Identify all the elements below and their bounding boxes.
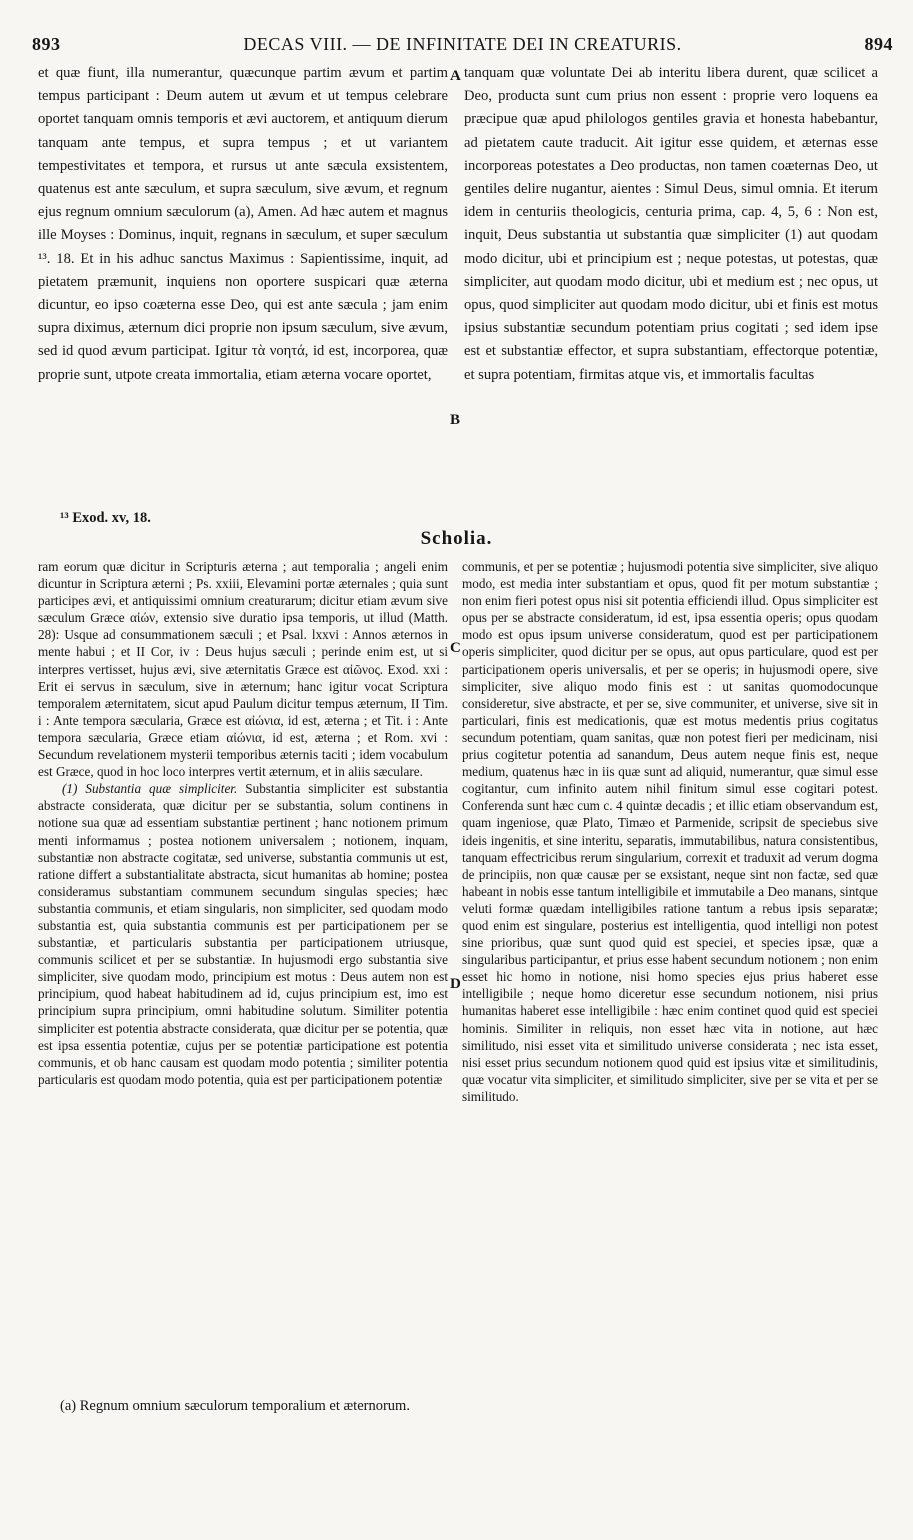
main-text-right-column [464,62,878,387]
scholia-left-paragraph-2-text: Substantia simpliciter est substantia abstracte considerata, quæ dicitur per se substantia, solum continens in notione sua quæ ad essentiam substantiæ pertinent ; hanc notionem primum menti informamus ; postea notionem universalem ; notionem, inquam, substantiæ non abstracte cogitatæ, sed universe, substantia communis ut est, ratione differt a substantialitate abstracta, sicut humanitas ab homine; postea consideramus substantiam communem secundum singulas species; hæc substantia communis, et etiam singularis, non simpliciter, sed quodam modo substantia est, quia substantia communis est per participationem per se substantiæ, et particularis substantia per participationem utriusque, communis scilicet et per se substantiæ. In hujusmodi ergo substantia sive simpliciter, sive quodam modo, principium est motus : Deus autem non est principium, quod habeat habitudinem ad id, cujus principium est, imo est principium supra principium, omni habitudine solutum. Similiter potentia simpliciter est potentia abstracte considerata, quæ dicitur per se potentia, quæ est ipsa essentia potentiæ, cujus per se potentiæ participatione est potentia communis, et ob hanc causam est quodam modo potentia ; similiter potentia particularis est quodam modo potentia, quia est per participationem potentiæ [38,781,449,1087]
main-text-right: tanquam quæ voluntate Dei ab interitu libera durent, quæ scilicet a Deo, producta sunt cum prius non essent : proprie vero loquens ea præcipue quæ apud philologos gentiles gravia et honesta habebantur, ad pietatem caute traducit. Ait igitur esse quidem, et æternas esse incorporeas potestates a Deo productas, non tamen coæternas Deo, ut gentiles delire nugantur, aientes : Simul Deus, simul omnia. Et iterum idem in centuriis theologicis, centuria prima, cap. 4, 5, 6 : Non est, inquit, Deus substantia ut substantia quæ simpliciter (1) aut quodam modo dicitur, ubi et principium est ; neque potestas, ut potestas, quæ simpliciter, aut quodam modo dicitur, ubi et medium est ; nec opus, ut opus, quod simpliciter aut quodam modo dicitur, ubi et finis est motus ipsius substantiæ secundum potentiam prius cogitati ; sed idem ipse est et substantiæ effector, et supra substantiam, effectorque potentiæ, et supra potentiam, firmitas atque vis, et immortalis facultas [464,65,878,383]
scholia-lemma: (1) Substantia quæ simpliciter. [62,781,238,797]
scholia-title: Scholia. [420,528,493,549]
running-header [32,34,893,56]
page-number-left: 893 [32,34,61,54]
scholia-right-paragraph: communis, et per se potentiæ ; hujusmodi potentia sive simpliciter, sive aliquo modo, est media inter substantiam et opus, quod fit per motum substantiæ ; non enim fieri potest opus nisi sit potentia efficiendi illud. Opus simpliciter est opus per se abstracte consideratum, id est, ipsa essentia operis; opus quodam modo est opus ipsum universe consideratum, quod est per participationem operis simpliciter, quod dicitur per se opus, aut opus particulare, quod est per participationem operis universalis, et per se operis; in hujusmodi opere, sive simpliciter, sive aliquo modo finis est : ut sanitas quomodocunque consideretur, sive abstracte, et per se, sive communiter, et universe, sive sit in particulari, finis est medicationis, quæ est motus medentis prius cogitatus secundum potentiam, quam sanitas, quæ non potest fieri per medicinam, nisi prius cogitetur potentia ad sanandum, Deus autem neque finis est, neque medium, quatenus hæc in iis quæ sunt ad aliquid, numerantur, quæ simul esse cogitantur, cum infinito autem nihil finitum simul esse cogitari potest. Conferenda sunt hæc cum c. 4 quintæ decadis ; et illic etiam observandum est, quam ingeniose, quæ Plato, Timæo et Parmenide, scripsit de speciebus sive ideis ingenitis, et sine interitu, separatis, immutabilibus, natura consistentibus, tanquam effectricibus rerum singularium, correxit et traduxit ad verum dogma de principiis, non quæ causæ per se exsistant, neque sint non factæ, sed quæ habeant in nobis esse tantum intelligibile et immutabile a Deo manans, sintque veluti formæ quædam intelligibiles ratione tantum a rebus ipsis separatæ; quod enim est singulare, posterius est intelligentia, quod intelligi non potest sine prioribus, quæ sunt quod quid est speciei, et species ipsæ, quæ a singularibus participantur, et prius esse habent secundum notionem ; non enim esset hic homo in notione, nisi homo species ejus prius haberet esse intelligibile ; neque homo diceretur esse secundum notionem, nisi prius humanitas haberet esse intelligibile : hæc enim continet quod quid est speciei hominis. Similiter in reliquis, non esset hæc vita in notione, aut hæc similitudo, nisi esset vita et similitudo universe considerata ; nec ista esset, nisi esset prius secundum notionem quod quid est ipsius vitæ et similitudinis, quæ vocatur vita simpliciter, et similitudo simpliciter, sive per se vita et per se similitudo. [462,559,878,1104]
margin-marker-c: C [450,640,461,656]
scholia-right-column [462,558,878,1105]
margin-marker-a: A [450,68,461,84]
footnote: ¹³ Exod. xv, 18. [60,510,151,526]
scholia-left-paragraph-1: ram eorum quæ dicitur in Scripturis æterna ; aut temporalia ; angeli enim dicuntur in Scriptura æterni ; Ps. xxiii, Elevamini portæ æternales ; quia sunt participes ævi, et antiquissimi omnium creaturarum; dicitur etiam ævum sive sæculum Græce αἰών, extensio sive duratio ipsa temporis, ut illud (Matth. 28): Usque ad consummationem sæculi ; et Psal. lxxvi : Annos æternos in mente habui ; et II Cor, iv : Deus hujus sæculi ; perinde enim est, ut si interpres vertisset, hujus ævi, sive æternitatis Græce est αἰῶνος. Exod. xxi : Erit ei servus in sæculum, sive in æternum; hanc igitur vocat Scriptura temporalem æternitatem, sicut apud Paulum dicitur tempus æternum, II Tim. i : Ante tempora sæcularia, Græce est αἰώνια, id est, æterna ; et Tit. i : Ante tempora sæcularia, Græce etiam αἰώνια, id est, æterna ; et Rom. xvi : Secundum revelationem mysterii temporibus æternis taciti ; idem vocabulum est Græce, quod in hoc loco interpres vertit æternum, et in aliis sæculare. [38,559,448,780]
main-text-left: et quæ fiunt, illa numerantur, quæcunque partim ævum et partim tempus participant : Deum autem ut ævum et ut tempus celebrare oportet tanquam omnis temporis et ævi auctorem, et antiquum dierum tanquam ante tempus, et supra tempus ; et ut variantem tempestivitates et tempora, et rursus ut ante sæcula exsistentem, quatenus est ante sæculum, et supra sæculum, sive ævum, et regnum ejus regnum omnium sæculorum (a), Amen. Ad hæc autem et magnus ille Moyses : Dominus, inquit, regnans in sæculum, et super sæculum ¹³. 18. Et in his adhuc sanctus Maximus : Sapientissime, inquit, ad pietatem præmunit, inquiens non oportere suspicari quæ æterna dicuntur, eo ipso coæterna esse Deo, qui est ante sæcula ; jam enim supra diximus, æternum dici proprie non ipsum sæculum, sive ævum, sed id quod ævum participat. Igitur τὰ νοητά, id est, incorporea, quæ proprie sunt, utpote creata immortalia, etiam æterna vocare oportet, [38,65,448,383]
main-text-left-column [38,62,448,387]
scholia-left-column [38,558,448,1088]
scholia-left-paragraph-2 [38,780,448,1088]
page-number-right: 894 [864,34,893,54]
margin-marker-d: D [450,976,461,992]
margin-marker-b: B [450,412,461,428]
running-title: DECAS VIII. — DE INFINITATE DEI IN CREATURIS. [243,34,682,54]
bottom-note: (a) Regnum omnium sæculorum temporalium et æternorum. [60,1398,410,1414]
